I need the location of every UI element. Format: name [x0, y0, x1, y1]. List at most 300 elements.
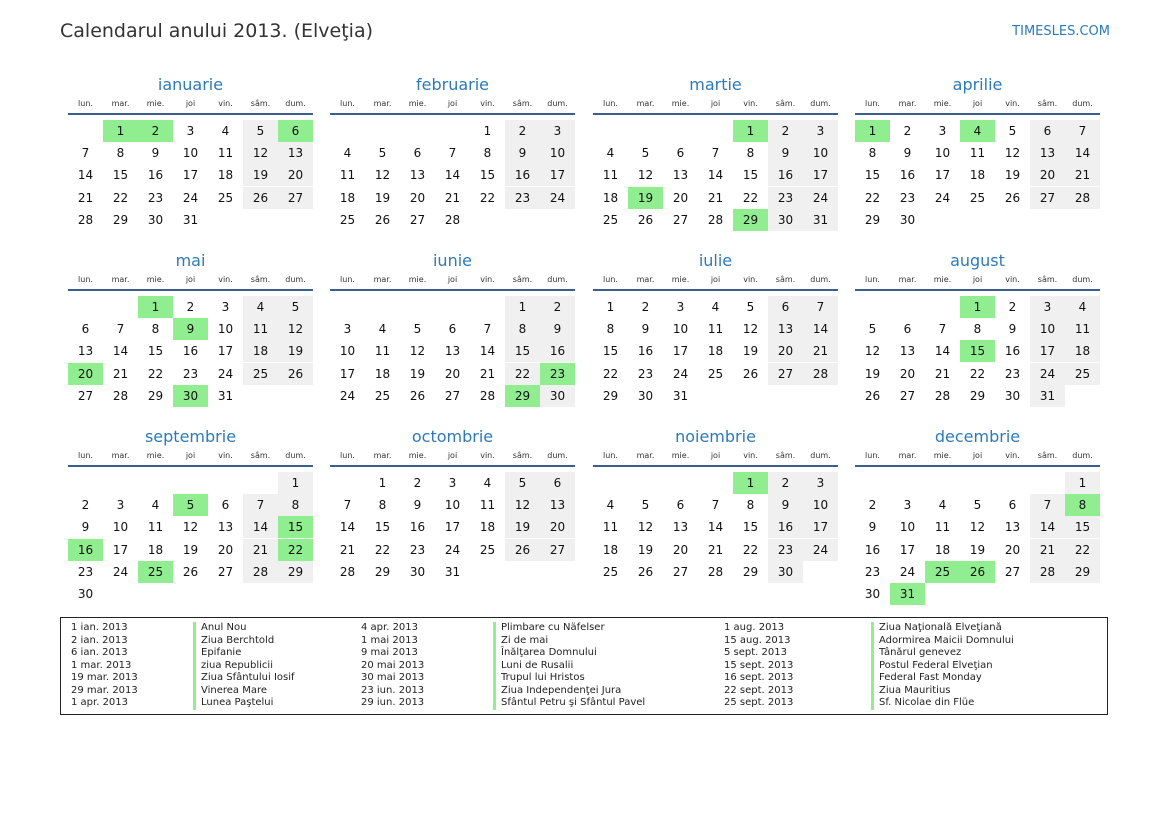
day-cell: 10	[182, 146, 199, 161]
day-cell: 28	[444, 212, 461, 227]
weekend-day-cell: 7	[1030, 494, 1065, 516]
holiday-day-cell: 20	[68, 363, 103, 385]
weekday-label: mar.	[636, 99, 655, 108]
month-title: iunie	[432, 251, 472, 270]
weekday-label: lun.	[78, 99, 93, 108]
legend-date: 23 iun. 2013	[361, 684, 425, 696]
weekend-day-cell: 9	[505, 142, 540, 164]
day-cell: 31	[217, 388, 234, 403]
weekend-day-cell: 8	[505, 318, 540, 340]
day-cell: 30	[77, 587, 94, 601]
holiday-day-cell: 22	[278, 539, 313, 561]
day-cell: 28	[479, 388, 496, 403]
holiday-day-cell: 2	[138, 120, 173, 142]
weekend-day-cell: 16	[768, 516, 803, 538]
month-aprilie	[855, 75, 1100, 245]
day-cell: 25	[969, 190, 986, 205]
holiday-day-cell: 1	[855, 120, 890, 142]
weekend-day-cell: 18	[1065, 340, 1100, 362]
day-cell: 23	[637, 366, 654, 381]
weekend-day-cell: 26	[243, 187, 278, 209]
day-cell: 7	[938, 322, 947, 337]
day-cell: 28	[934, 388, 951, 403]
weekday-label: vin.	[743, 99, 758, 108]
weekday-label: lun.	[603, 99, 618, 108]
day-cell: 25	[374, 388, 391, 403]
day-cell: 20	[672, 542, 689, 557]
day-cell: 14	[934, 344, 951, 359]
day-cell: 10	[934, 146, 951, 161]
day-cell: 19	[409, 366, 426, 381]
weekday-label: dum.	[285, 99, 306, 108]
weekday-label: lun.	[603, 275, 618, 284]
weekend-day-cell: 27	[768, 363, 803, 385]
weekday-label: vin.	[218, 451, 233, 460]
day-cell: 24	[339, 388, 356, 403]
legend-date: 1 mar. 2013	[71, 659, 132, 671]
weekday-label: lun.	[78, 275, 93, 284]
day-cell: 8	[868, 146, 877, 161]
weekend-day-cell: 29	[278, 561, 313, 583]
day-cell: 16	[899, 168, 916, 183]
weekend-day-cell: 6	[768, 296, 803, 318]
day-cell: 8	[116, 146, 125, 161]
weekday-label: joi	[447, 275, 458, 284]
page-title: Calendarul anului 2013. (Elveţia)	[60, 20, 374, 42]
day-cell: 5	[868, 322, 877, 337]
weekend-day-cell: 14	[1065, 142, 1100, 164]
month-title: mai	[175, 251, 206, 270]
weekend-day-cell: 30	[768, 209, 803, 231]
weekday-label: joi	[447, 451, 458, 460]
legend-holiday-name: Ziua Berchtold	[193, 635, 274, 648]
weekday-label: sâm.	[512, 451, 533, 460]
day-cell: 5	[1008, 124, 1017, 138]
day-cell: 19	[637, 542, 654, 557]
day-cell: 21	[112, 366, 129, 381]
weekday-label: vin.	[218, 275, 233, 284]
month-septembrie	[68, 427, 313, 601]
weekend-day-cell: 23	[505, 187, 540, 209]
weekday-label: lun.	[603, 451, 618, 460]
weekend-day-cell: 5	[278, 296, 313, 318]
holiday-day-cell: 15	[960, 340, 995, 362]
weekend-day-cell: 10	[803, 494, 838, 516]
day-cell: 2	[413, 476, 422, 490]
day-cell: 1	[378, 476, 387, 490]
weekend-day-cell: 20	[540, 516, 575, 538]
legend-holiday-name: ziua Republicii	[193, 660, 273, 673]
day-cell: 14	[479, 344, 496, 359]
weekday-label: lun.	[340, 99, 355, 108]
day-cell: 30	[1004, 388, 1021, 403]
day-cell: 1	[606, 300, 615, 314]
weekday-label: mar.	[898, 451, 917, 460]
legend-date: 4 apr. 2013	[361, 622, 419, 633]
weekday-label: vin.	[480, 451, 495, 460]
day-cell: 5	[746, 300, 755, 314]
day-cell: 19	[969, 542, 986, 557]
weekend-day-cell: 24	[803, 539, 838, 561]
day-cell: 4	[606, 146, 615, 161]
day-cell: 22	[112, 190, 129, 205]
day-cell: 8	[746, 146, 755, 161]
weekday-label: joi	[710, 275, 721, 284]
day-cell: 11	[217, 146, 234, 161]
month-februarie	[330, 75, 575, 245]
day-cell: 9	[413, 498, 422, 513]
legend-date: 1 ian. 2013	[71, 622, 128, 633]
legend-holiday-name: Vinerea Mare	[193, 685, 267, 698]
legend-holiday-name: Postul Federal Elveţian	[871, 660, 993, 673]
weekend-day-cell: 31	[1030, 385, 1065, 407]
day-cell: 7	[448, 146, 457, 161]
weekend-day-cell: 13	[768, 318, 803, 340]
day-cell: 13	[217, 520, 234, 535]
day-cell: 20	[409, 190, 426, 205]
day-cell: 22	[864, 190, 881, 205]
day-cell: 27	[672, 212, 689, 227]
weekend-day-cell: 6	[540, 472, 575, 494]
month-header-rule	[593, 465, 838, 467]
weekend-day-cell: 20	[1030, 164, 1065, 186]
day-cell: 27	[899, 388, 916, 403]
day-cell: 2	[903, 124, 912, 138]
holiday-day-cell: 19	[628, 187, 663, 209]
month-title: februarie	[415, 75, 490, 94]
day-cell: 18	[707, 344, 724, 359]
day-cell: 8	[151, 322, 160, 337]
weekend-day-cell: 2	[768, 120, 803, 142]
day-cell: 9	[151, 146, 160, 161]
weekend-day-cell: 13	[540, 494, 575, 516]
weekday-label: lun.	[340, 451, 355, 460]
month-header-rule	[593, 113, 838, 115]
weekday-label: sâm.	[775, 99, 796, 108]
weekend-day-cell: 12	[505, 494, 540, 516]
weekend-day-cell: 17	[1030, 340, 1065, 362]
day-cell: 21	[479, 366, 496, 381]
holiday-day-cell: 15	[278, 516, 313, 538]
month-martie	[593, 75, 838, 245]
weekday-label: mar.	[898, 99, 917, 108]
weekend-day-cell: 21	[243, 539, 278, 561]
month-title: aprilie	[952, 75, 1003, 94]
day-cell: 19	[374, 190, 391, 205]
weekday-label: sâm.	[1037, 275, 1058, 284]
day-cell: 18	[339, 190, 356, 205]
month-decembrie	[855, 427, 1100, 601]
day-cell: 11	[147, 520, 164, 535]
holiday-day-cell: 30	[173, 385, 208, 407]
day-cell: 22	[742, 542, 759, 557]
day-cell: 7	[711, 498, 720, 513]
day-cell: 8	[483, 146, 492, 161]
weekend-day-cell: 1	[505, 296, 540, 318]
day-cell: 26	[374, 212, 391, 227]
legend-holiday-name: Ziua Sfântului Iosif	[193, 672, 295, 685]
day-cell: 6	[903, 322, 912, 337]
month-title: septembrie	[144, 427, 237, 446]
day-cell: 6	[676, 146, 685, 161]
legend-holiday-name: Sfântul Petru şi Sfântul Pavel	[493, 697, 645, 710]
weekend-day-cell: 24	[803, 187, 838, 209]
month-header-rule	[593, 289, 838, 291]
legend-date: 29 mar. 2013	[71, 684, 138, 696]
day-cell: 6	[221, 498, 230, 513]
day-cell: 7	[81, 146, 90, 161]
legend-holiday-name: Lunea Paştelui	[193, 697, 273, 710]
day-cell: 24	[672, 366, 689, 381]
day-cell: 19	[742, 344, 759, 359]
weekend-day-cell: 19	[278, 340, 313, 362]
weekend-day-cell: 10	[803, 142, 838, 164]
day-cell: 14	[707, 520, 724, 535]
day-cell: 16	[864, 542, 881, 557]
weekday-label: dum.	[1072, 99, 1093, 108]
day-cell: 7	[116, 322, 125, 337]
weekend-day-cell: 3	[540, 120, 575, 142]
day-cell: 8	[973, 322, 982, 337]
day-cell: 20	[444, 366, 461, 381]
day-cell: 3	[676, 300, 685, 314]
weekday-label: joi	[972, 275, 983, 284]
day-cell: 12	[637, 168, 654, 183]
weekday-label: lun.	[865, 275, 880, 284]
day-cell: 19	[864, 366, 881, 381]
day-cell: 26	[864, 388, 881, 403]
holiday-day-cell: 1	[138, 296, 173, 318]
weekday-label: dum.	[810, 451, 831, 460]
day-cell: 21	[707, 542, 724, 557]
weekend-day-cell: 5	[243, 120, 278, 142]
month-header-rule	[855, 289, 1100, 291]
legend-holiday-name: Ziua Mauritius	[871, 685, 951, 698]
day-cell: 15	[374, 520, 391, 535]
legend-date: 15 sept. 2013	[724, 659, 794, 671]
legend-date: 16 sept. 2013	[724, 672, 794, 683]
day-cell: 4	[711, 300, 720, 314]
day-cell: 15	[479, 168, 496, 183]
weekend-day-cell: 13	[1030, 142, 1065, 164]
holiday-day-cell: 16	[68, 539, 103, 561]
day-cell: 9	[1008, 322, 1017, 337]
legend-holiday-name: Zi de mai	[493, 635, 548, 648]
day-cell: 17	[444, 520, 461, 535]
day-cell: 18	[969, 168, 986, 183]
weekend-day-cell: 1	[1065, 472, 1100, 494]
day-cell: 27	[77, 388, 94, 403]
day-cell: 27	[672, 564, 689, 579]
weekend-day-cell: 24	[1030, 363, 1065, 385]
weekday-label: mie.	[671, 451, 690, 460]
weekday-label: vin.	[480, 99, 495, 108]
holiday-day-cell: 1	[960, 296, 995, 318]
day-cell: 29	[969, 388, 986, 403]
weekend-day-cell: 23	[768, 187, 803, 209]
day-cell: 1	[483, 124, 492, 138]
day-cell: 27	[409, 212, 426, 227]
day-cell: 12	[637, 520, 654, 535]
weekend-day-cell: 28	[1030, 561, 1065, 583]
day-cell: 19	[1004, 168, 1021, 183]
weekday-label: sâm.	[250, 275, 271, 284]
day-cell: 9	[641, 322, 650, 337]
day-cell: 4	[221, 124, 230, 138]
day-cell: 12	[969, 520, 986, 535]
weekday-label: mie.	[408, 99, 427, 108]
weekday-label: mar.	[111, 451, 130, 460]
legend-date: 1 aug. 2013	[724, 622, 785, 633]
weekend-day-cell: 15	[505, 340, 540, 362]
day-cell: 30	[409, 564, 426, 579]
weekend-day-cell: 21	[1030, 539, 1065, 561]
weekday-label: dum.	[285, 275, 306, 284]
day-cell: 4	[606, 498, 615, 513]
weekend-day-cell: 28	[1065, 187, 1100, 209]
day-cell: 26	[637, 564, 654, 579]
day-cell: 23	[77, 564, 94, 579]
holiday-day-cell: 23	[540, 363, 575, 385]
weekend-day-cell: 11	[243, 318, 278, 340]
weekend-day-cell: 29	[1065, 561, 1100, 583]
legend-holiday-name: Plimbare cu Näfelser	[493, 622, 605, 635]
month-august	[855, 251, 1100, 421]
day-cell: 12	[1004, 146, 1021, 161]
day-cell: 20	[899, 366, 916, 381]
day-cell: 25	[339, 212, 356, 227]
month-header-rule	[855, 465, 1100, 467]
weekday-label: mar.	[898, 275, 917, 284]
weekend-day-cell: 9	[768, 142, 803, 164]
day-cell: 31	[672, 388, 689, 403]
day-cell: 19	[182, 542, 199, 557]
month-title: decembrie	[934, 427, 1021, 446]
month-header-rule	[68, 289, 313, 291]
holiday-day-cell: 1	[733, 120, 768, 142]
weekend-day-cell: 17	[540, 164, 575, 186]
weekday-label: vin.	[743, 451, 758, 460]
weekday-label: mie.	[146, 275, 165, 284]
weekend-day-cell: 3	[1030, 296, 1065, 318]
day-cell: 6	[448, 322, 457, 337]
day-cell: 2	[868, 498, 877, 513]
day-cell: 9	[903, 146, 912, 161]
day-cell: 13	[409, 168, 426, 183]
weekend-day-cell: 9	[540, 318, 575, 340]
day-cell: 3	[343, 322, 352, 337]
day-cell: 29	[147, 388, 164, 403]
day-cell: 6	[1008, 498, 1017, 513]
month-octombrie	[330, 427, 575, 597]
weekend-day-cell: 20	[278, 164, 313, 186]
day-cell: 14	[444, 168, 461, 183]
legend-date: 15 aug. 2013	[724, 634, 791, 646]
weekday-label: lun.	[340, 275, 355, 284]
day-cell: 18	[602, 542, 619, 557]
day-cell: 14	[77, 168, 94, 183]
legend-holiday-name: Luni de Rusalii	[493, 660, 573, 673]
legend-holiday-name: Trupul lui Hristos	[493, 672, 585, 685]
weekday-label: mie.	[933, 99, 952, 108]
legend-holiday-name: Sf. Nicolae din Flüe	[871, 697, 974, 710]
weekday-label: dum.	[810, 275, 831, 284]
weekday-label: joi	[710, 99, 721, 108]
weekday-label: sâm.	[250, 99, 271, 108]
legend-date: 1 apr. 2013	[71, 697, 129, 708]
day-cell: 11	[707, 322, 724, 337]
weekend-day-cell: 26	[505, 539, 540, 561]
day-cell: 20	[217, 542, 234, 557]
day-cell: 21	[444, 190, 461, 205]
month-title: august	[950, 251, 1005, 270]
day-cell: 13	[77, 344, 94, 359]
day-cell: 3	[186, 124, 195, 138]
day-cell: 28	[707, 564, 724, 579]
weekend-day-cell: 27	[540, 539, 575, 561]
day-cell: 13	[672, 520, 689, 535]
month-iunie	[330, 251, 575, 421]
day-cell: 5	[641, 498, 650, 513]
day-cell: 25	[602, 212, 619, 227]
day-cell: 17	[182, 168, 199, 183]
day-cell: 17	[899, 542, 916, 557]
weekday-label: mar.	[636, 275, 655, 284]
holiday-day-cell: 1	[103, 120, 138, 142]
weekend-day-cell: 14	[1030, 516, 1065, 538]
day-cell: 3	[221, 300, 230, 314]
day-cell: 15	[112, 168, 129, 183]
legend-holiday-name: Tânărul genevez	[871, 647, 961, 660]
weekday-label: mar.	[111, 99, 130, 108]
month-header-rule	[330, 465, 575, 467]
day-cell: 10	[112, 520, 129, 535]
day-cell: 29	[374, 564, 391, 579]
weekend-day-cell: 19	[243, 164, 278, 186]
day-cell: 4	[378, 322, 387, 337]
day-cell: 24	[217, 366, 234, 381]
day-cell: 6	[413, 146, 422, 161]
weekend-day-cell: 5	[505, 472, 540, 494]
weekend-day-cell: 30	[768, 561, 803, 583]
day-cell: 5	[973, 498, 982, 513]
weekend-day-cell: 28	[803, 363, 838, 385]
day-cell: 24	[444, 542, 461, 557]
legend-holiday-name: Adormirea Maicii Domnului	[871, 635, 1014, 648]
weekend-day-cell: 12	[278, 318, 313, 340]
day-cell: 28	[339, 564, 356, 579]
weekend-day-cell: 31	[803, 209, 838, 231]
weekend-day-cell: 9	[768, 494, 803, 516]
day-cell: 8	[378, 498, 387, 513]
legend-holiday-name: Înălţarea Domnului	[493, 647, 597, 660]
day-cell: 23	[1004, 366, 1021, 381]
day-cell: 29	[742, 564, 759, 579]
weekend-day-cell: 2	[505, 120, 540, 142]
day-cell: 26	[1004, 190, 1021, 205]
day-cell: 18	[479, 520, 496, 535]
weekday-label: sâm.	[512, 275, 533, 284]
day-cell: 18	[374, 366, 391, 381]
brand-link[interactable]: TIMESLES.COM	[1012, 24, 1110, 39]
weekday-label: mar.	[636, 451, 655, 460]
weekend-day-cell: 26	[278, 363, 313, 385]
day-cell: 6	[81, 322, 90, 337]
holiday-day-cell: 29	[733, 209, 768, 231]
day-cell: 25	[602, 564, 619, 579]
weekend-day-cell: 15	[1065, 516, 1100, 538]
day-cell: 26	[637, 212, 654, 227]
